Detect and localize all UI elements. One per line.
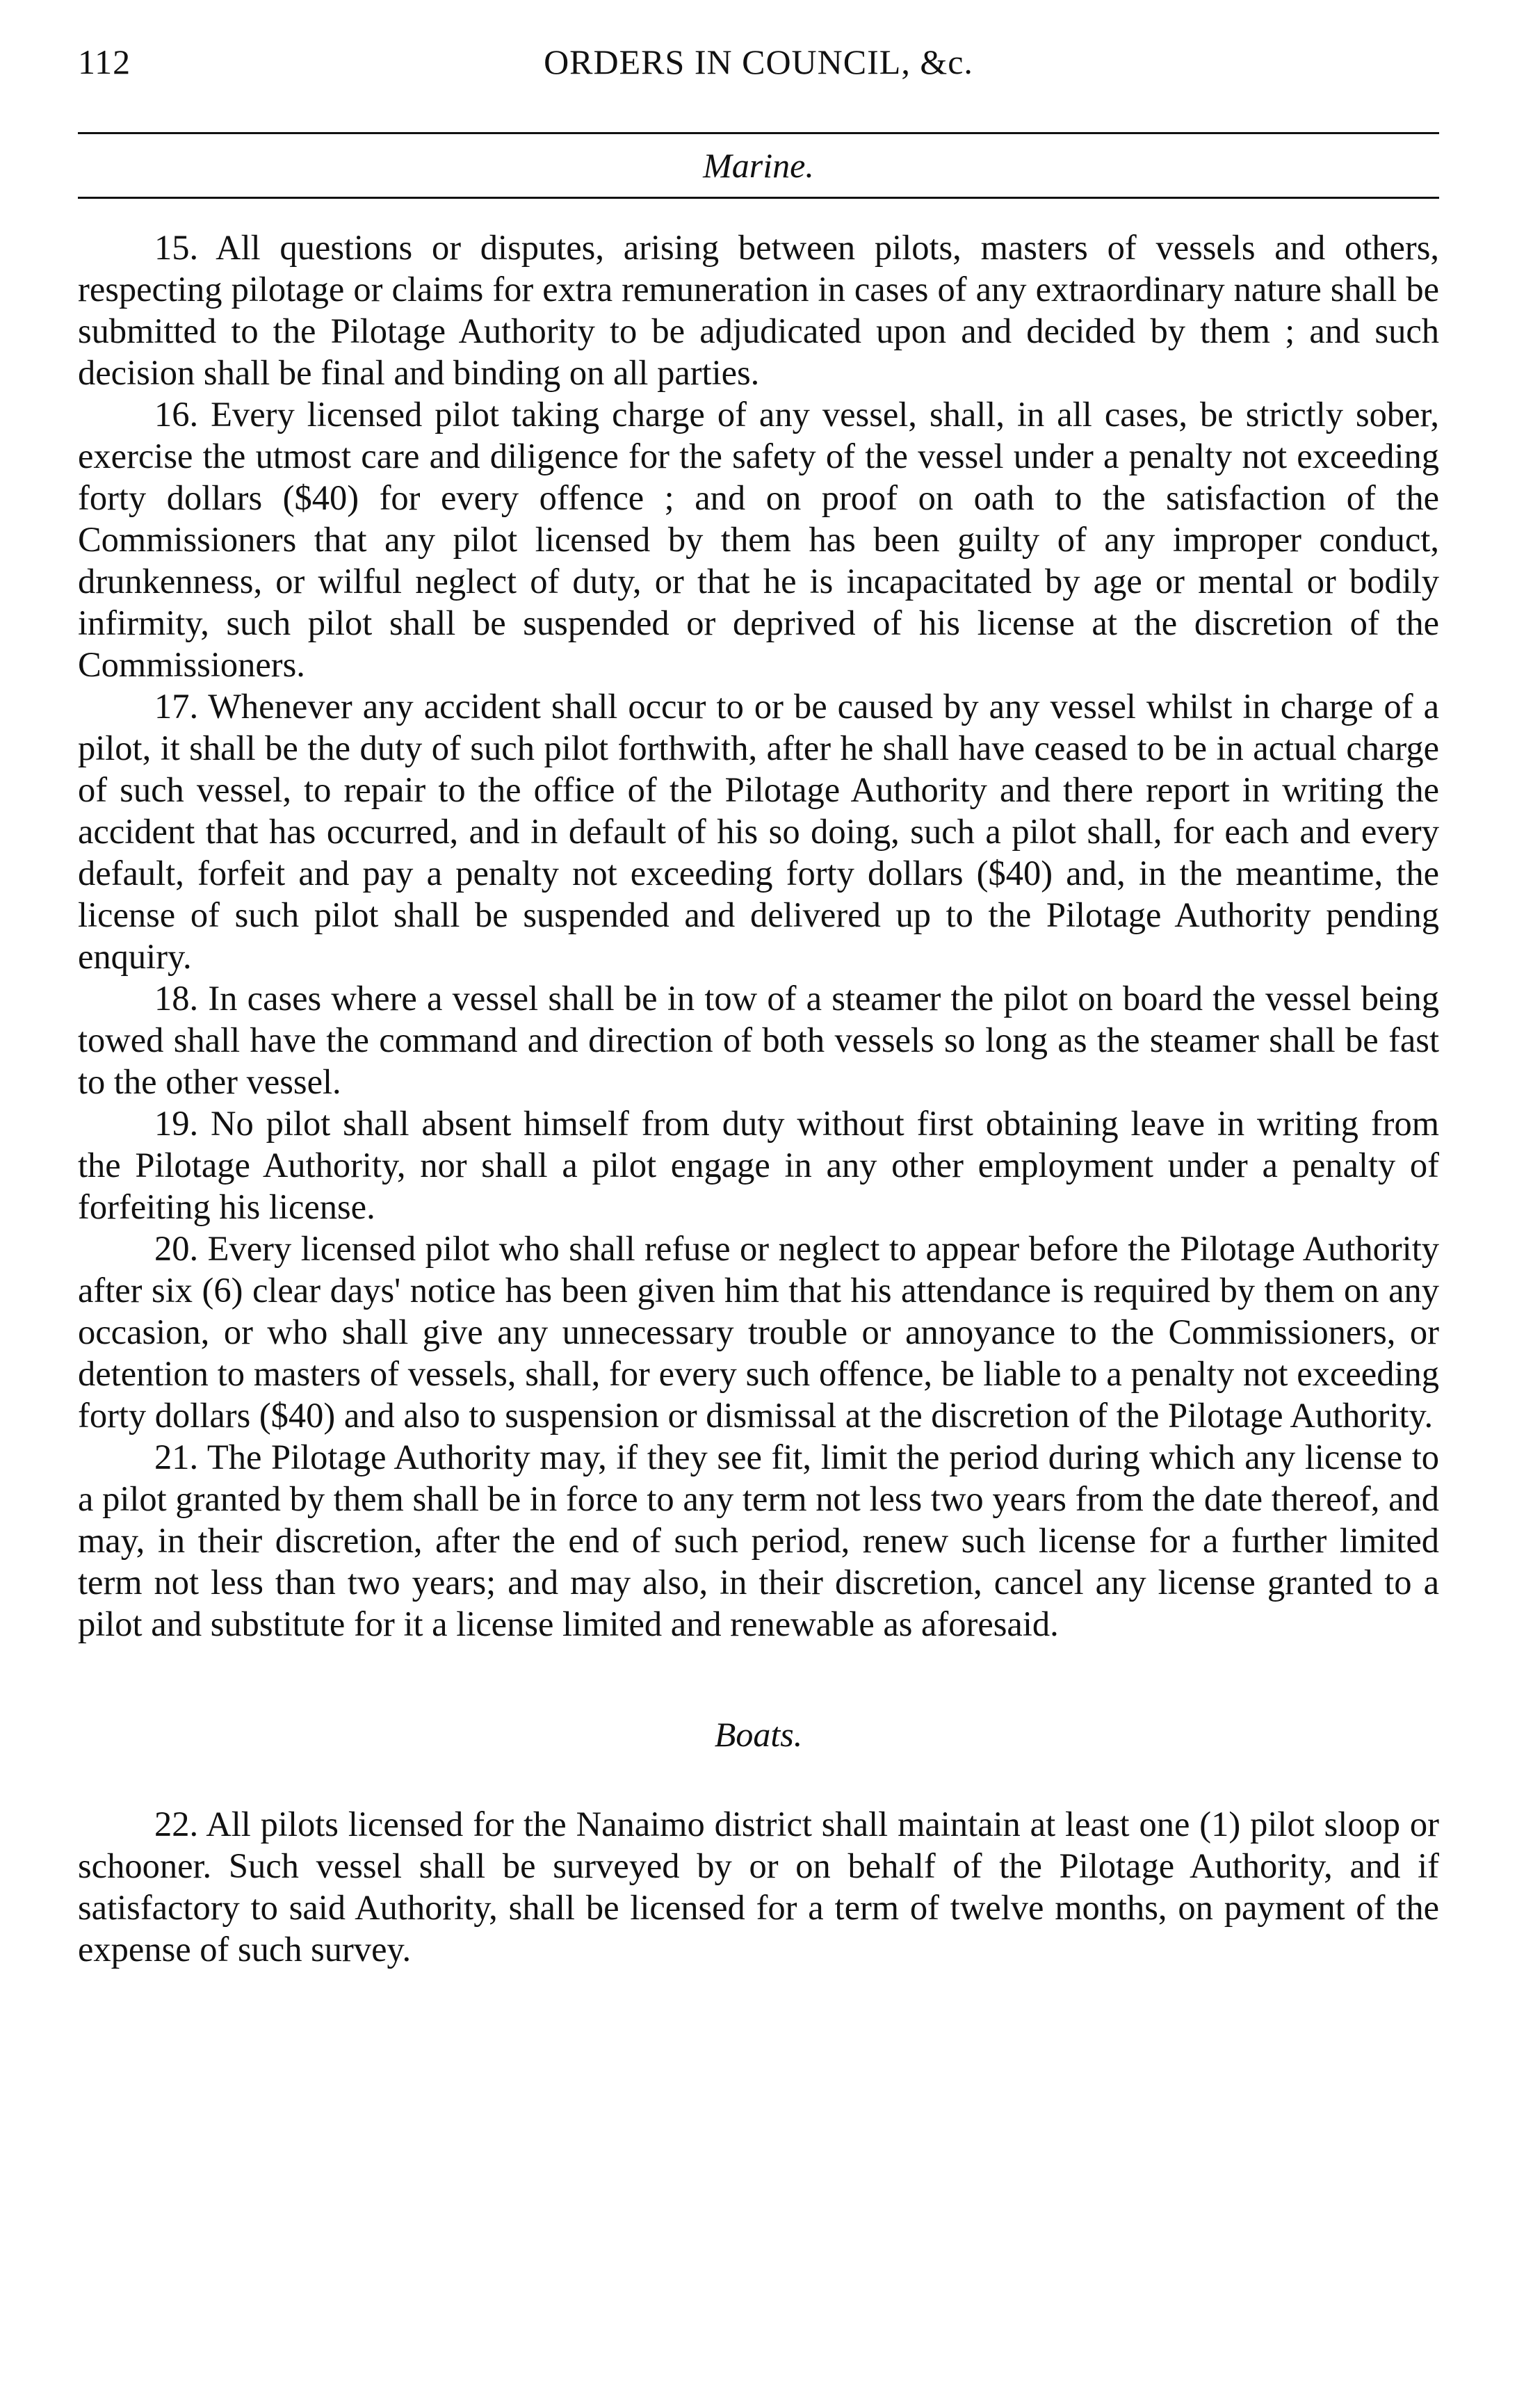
running-title: ORDERS IN COUNCIL, &c. xyxy=(544,42,973,81)
paragraph-17: 17. Whenever any accident shall occur to or be caused by any vessel whilst in charge of a pilot, it shall be the duty of such pilot forthwith, after he shall have ceased to be in actual charge of such vessel, to repair to the office of the Pilotage Authority and there report in writing the accident that has occurred, and in default of his so doing, such a pilot shall, for each and every default, forfeit and pay a penalty not exceeding forty dollars ($40) and, in the meantime, the license of such pilot shall be suspended and delivered up to the Pilotage Authority pending enquiry. xyxy=(78,687,1439,976)
running-header xyxy=(78,28,1439,90)
section-heading-boats: Boats. xyxy=(714,1715,803,1754)
paragraph-20: 20. Every licensed pilot who shall refuse or neglect to appear before the Pilotage Authority after six (6) clear days' notice has been given him that his attendance is required by them on any occasion, or who shall give any unnecessary trouble or annoyance to the Commissioners, or detention to masters of vessels, shall, for every such offence, be liable to a penalty not exceeding forty dollars ($40) and also to suspension or dismissal at the discretion of the Pilotage Authority. xyxy=(78,1229,1439,1435)
document-page xyxy=(78,28,1439,2377)
paragraph-16: 16. Every licensed pilot taking charge of any vessel, shall, in all cases, be strictly sober, exercise the utmost care and diligence for the safety of the vessel under a penalty not exceeding forty dollars ($40) for every offence ; and on proof on oath to the satisfaction of the Commissioners that any pilot licensed by them has been guilty of any improper conduct, drunkenness, or wilful neglect of duty, or that he is incapacitated by age or mental or bodily infirmity, such pilot shall be suspended or deprived of his license at the discretion of the Commissioners. xyxy=(78,395,1439,684)
paragraph-18: 18. In cases where a vessel shall be in tow of a steamer the pilot on board the vessel being towed shall have the command and direction of both vessels so long as the steamer shall be fast to the other vessel. xyxy=(78,979,1439,1101)
marine-paragraphs xyxy=(78,227,1439,1645)
paragraph-15: 15. All questions or disputes, arising between pilots, masters of vessels and others, respecting pilotage or claims for extra remuneration in cases of any extraordinary nature shall be submitted to the Pilotage Authority to be adjudicated upon and decided by them ; and such decision shall be final and binding on all parties. xyxy=(78,228,1439,392)
paragraph-19: 19. No pilot shall absent himself from duty without first obtaining leave in writing from the Pilotage Authority, nor shall a pilot engage in any other employment under a penalty of forfeiting his license. xyxy=(78,1104,1439,1226)
section-rule xyxy=(78,197,1439,199)
boats-paragraphs xyxy=(78,1803,1439,1970)
paragraph-21: 21. The Pilotage Authority may, if they see fit, limit the period during which any license to a pilot granted by them shall be in force to any term not less two years from the date thereof, and may, in their discretion, after the end of such period, renew such license for a further limited term not less than two years; and may also, in their discretion, cancel any license granted to a pilot and substitute for it a license limited and renewable as aforesaid. xyxy=(78,1438,1439,1643)
section-heading-marine: Marine. xyxy=(703,146,814,185)
paragraph-22: 22. All pilots licensed for the Nanaimo district shall maintain at least one (1) pilot sloop or schooner. Such vessel shall be surveyed by or on behalf of the Pilotage Authority, and if satisfactory to said Authority, shall be licensed for a term of twelve months, on payment of the expense of such survey. xyxy=(78,1805,1439,1969)
page-number: 112 xyxy=(78,42,131,81)
